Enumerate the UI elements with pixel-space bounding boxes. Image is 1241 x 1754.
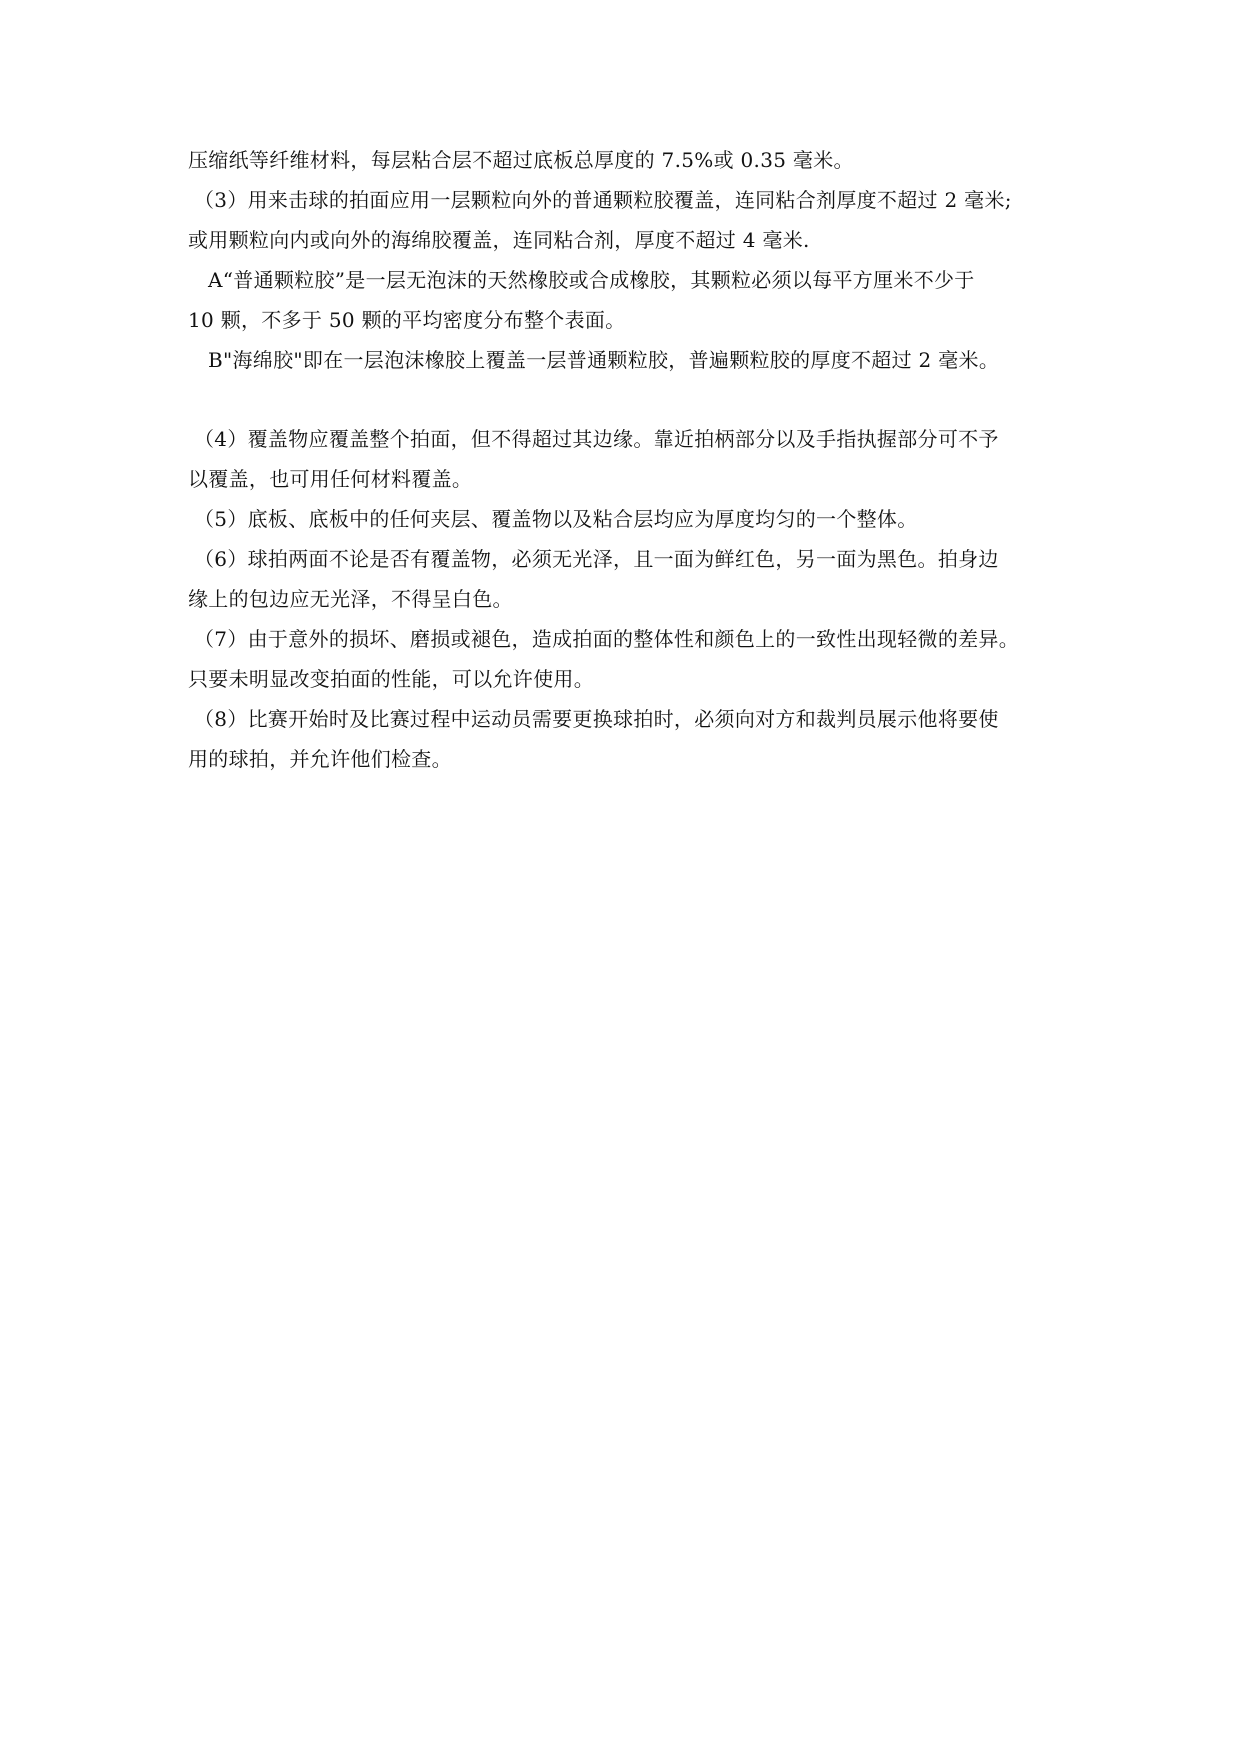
text-line-6: B"海绵胶"即在一层泡沫橡胶上覆盖一层普通颗粒胶，普遍颗粒胶的厚度不超过 2 毫米。 (208, 348, 1000, 372)
text-line-3: 或用颗粒向内或向外的海绵胶覆盖，连同粘合剂，厚度不超过 4 毫米. (188, 228, 810, 252)
text-line-1: 压缩纸等纤维材料，每层粘合层不超过底板总厚度的 7.5%或 0.35 毫米。 (188, 148, 854, 172)
text-line-10: （6）球拍两面不论是否有覆盖物，必须无光泽，且一面为鲜红色，另一面为黑色。拍身边 (194, 547, 999, 571)
text-line-14: （8）比赛开始时及比赛过程中运动员需要更换球拍时，必须向对方和裁判员展示他将要使 (194, 707, 999, 731)
text-line-9: （5）底板、底板中的任何夹层、覆盖物以及粘合层均应为厚度均匀的一个整体。 (194, 507, 918, 531)
text-line-2: （3）用来击球的拍面应用一层颗粒向外的普通颗粒胶覆盖，连同粘合剂厚度不超过 2 毫米; (194, 188, 1012, 212)
text-line-5: 10 颗，不多于 50 颗的平均密度分布整个表面。 (188, 308, 626, 332)
text-line-4: A“普通颗粒胶”是一层无泡沫的天然橡胶或合成橡胶，其颗粒必须以每平方厘米不少于 (208, 268, 975, 292)
text-line-15: 用的球拍，并允许他们检查。 (188, 747, 452, 771)
text-line-13: 只要未明显改变拍面的性能，可以允许使用。 (188, 667, 594, 691)
text-line-11: 缘上的包边应无光泽，不得呈白色。 (188, 587, 513, 611)
text-line-8: 以覆盖，也可用任何材料覆盖。 (188, 467, 473, 491)
text-line-12: （7）由于意外的损坏、磨损或褪色，造成拍面的整体性和颜色上的一致性出现轻微的差异。 (194, 627, 1020, 651)
text-line-7: （4）覆盖物应覆盖整个拍面，但不得超过其边缘。靠近拍柄部分以及手指执握部分可不予 (194, 427, 999, 451)
